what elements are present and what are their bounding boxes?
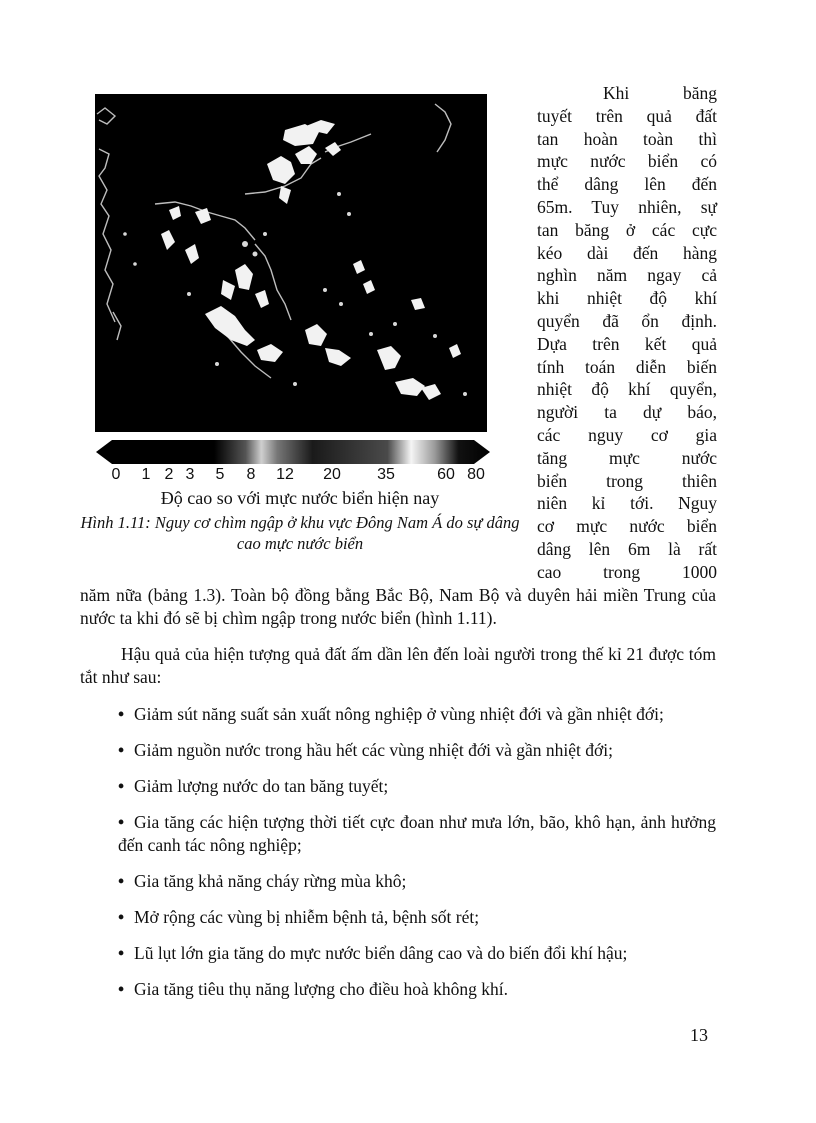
bullet-icon: • bbox=[118, 907, 125, 927]
figure-caption: Hình 1.11: Nguy cơ chìm ngập ở khu vực Đông Nam Á do sự dâng cao mực nước biển bbox=[80, 513, 520, 553]
continuation-paragraph: năm nữa (bảng 1.3). Toàn bộ đồng bằng Bắc Bộ, Nam Bộ và duyên hải miền Trung của nước ta khi đó sẽ bị chìm ngập trong nước biển (hình 1.11). bbox=[80, 585, 716, 628]
legend-tick-labels bbox=[96, 466, 490, 486]
side-text-line: cao trong 1000 bbox=[537, 561, 717, 582]
list-item-text: Gia tăng tiêu thụ năng lượng cho điều hoà không khí. bbox=[134, 979, 509, 999]
bullet-icon: • bbox=[118, 979, 125, 999]
list-item-text: Giảm sút năng suất sản xuất nông nghiệp ở vùng nhiệt đới và gần nhiệt đới; bbox=[134, 704, 664, 724]
list-item bbox=[118, 811, 716, 857]
list-item-text: Gia tăng khả năng cháy rừng mùa khô; bbox=[134, 871, 407, 891]
side-text-line: 65m. Tuy nhiên, sự bbox=[537, 196, 717, 217]
side-text-line: nhiệt độ khí quyển, bbox=[537, 379, 717, 400]
page-number: 13 bbox=[690, 1025, 708, 1045]
list-item-text: Mở rộng các vùng bị nhiễm bệnh tả, bệnh sốt rét; bbox=[134, 907, 480, 927]
list-item bbox=[118, 870, 716, 893]
bullet-icon: • bbox=[118, 943, 125, 963]
bullet-icon: • bbox=[118, 812, 125, 832]
side-text-line: thể dâng lên đến bbox=[537, 174, 717, 195]
side-text-line: kéo dài đến hàng bbox=[537, 242, 717, 263]
side-text-line: mực nước biển có bbox=[537, 151, 717, 172]
list-item-text: Lũ lụt lớn gia tăng do mực nước biển dâng cao và do biến đổi khí hậu; bbox=[134, 943, 628, 963]
list-item bbox=[118, 775, 716, 798]
bullet-icon: • bbox=[118, 740, 125, 760]
legend-tick: 80 bbox=[467, 466, 485, 483]
legend-tick: 12 bbox=[276, 466, 294, 483]
bullet-icon: • bbox=[118, 704, 125, 724]
main-text bbox=[80, 584, 716, 1014]
list-item bbox=[118, 739, 716, 762]
legend-tick: 20 bbox=[323, 466, 341, 483]
side-text-line: tính toán diễn biến bbox=[537, 356, 717, 377]
legend-tick: 8 bbox=[246, 466, 256, 483]
map-image bbox=[95, 94, 487, 432]
side-text-line: tan hoàn toàn thì bbox=[537, 128, 717, 149]
list-item-text: Gia tăng các hiện tượng thời tiết cực đoan như mưa lớn, bão, khô hạn, ảnh hưởng đến canh tác nông nghiệp; bbox=[118, 812, 716, 855]
consequence-list bbox=[80, 703, 716, 1001]
bullet-icon: • bbox=[118, 776, 125, 796]
list-item-text: Giảm lượng nước do tan băng tuyết; bbox=[134, 776, 389, 796]
side-text-line: dâng lên 6m là rất bbox=[537, 538, 717, 559]
side-text-line: biển trong thiên bbox=[537, 470, 717, 491]
side-text-line: quyển đã ổn định. bbox=[537, 310, 717, 331]
legend-tick: 2 bbox=[164, 466, 174, 483]
list-item bbox=[118, 942, 716, 965]
southeast-asia-flood-risk-map bbox=[95, 94, 487, 432]
intro-paragraph: Hậu quả của hiện tượng quả đất ấm dần lên đến loài người trong thế kỉ 21 được tóm tắt như sau: bbox=[80, 644, 716, 687]
side-text-line: các nguy cơ gia bbox=[537, 424, 717, 445]
side-text-line: niên kỉ tới. Nguy bbox=[537, 493, 717, 514]
list-item-text: Giảm nguồn nước trong hầu hết các vùng nhiệt đới và gần nhiệt đới; bbox=[134, 740, 614, 760]
side-text-line: nghìn năm ngay cả bbox=[537, 265, 717, 286]
side-text-line: tăng mực nước bbox=[537, 447, 717, 468]
side-text-line: khi nhiệt độ khí bbox=[537, 288, 717, 309]
legend-tick: 1 bbox=[141, 466, 151, 483]
side-text-line: người ta dự báo, bbox=[537, 402, 717, 423]
legend-tick: 0 bbox=[111, 466, 121, 483]
legend-tick: 5 bbox=[215, 466, 225, 483]
side-text-line: cơ mực nước biển bbox=[537, 516, 717, 537]
list-item bbox=[118, 703, 716, 726]
elevation-legend-bar bbox=[96, 438, 490, 466]
side-text-line: Dựa trên kết quả bbox=[537, 333, 717, 354]
legend-tick: 3 bbox=[185, 466, 195, 483]
side-text-column bbox=[537, 82, 717, 584]
list-item bbox=[118, 906, 716, 929]
legend-axis-label: Độ cao so với mực nước biển hiện nay bbox=[160, 488, 440, 508]
side-text-line: Khi băng bbox=[603, 83, 717, 103]
list-item bbox=[118, 978, 716, 1001]
legend-tick: 35 bbox=[377, 466, 395, 483]
side-text-line: tuyết trên quả đất bbox=[537, 105, 717, 126]
bullet-icon: • bbox=[118, 871, 125, 891]
side-text-line: tan băng ở các cực bbox=[537, 219, 717, 240]
legend-tick: 60 bbox=[437, 466, 455, 483]
